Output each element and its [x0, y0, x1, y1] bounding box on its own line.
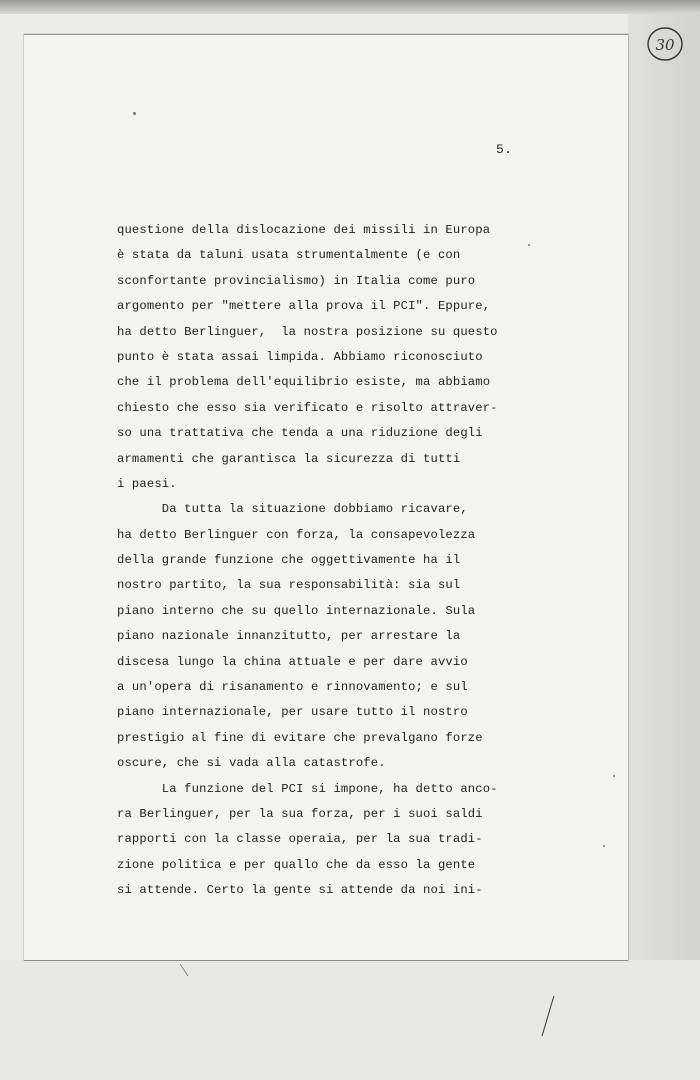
bottom-rule — [24, 960, 628, 961]
text-line: piano interno che su quello internazionale. Sula — [117, 603, 476, 618]
scan-speck — [133, 112, 136, 115]
text-line: piano internazionale, per usare tutto il nostro — [117, 705, 468, 720]
document-body — [117, 218, 557, 904]
top-rule — [24, 34, 628, 35]
text-line: ra Berlinguer, per la sua forza, per i suoi saldi — [117, 806, 483, 821]
text-line: Da tutta la situazione dobbiamo ricavare, — [117, 502, 468, 517]
scan-speck — [528, 244, 530, 246]
text-line: ha detto Berlinguer, la nostra posizione su questo — [117, 324, 498, 339]
text-line: zione politica e per quallo che da esso la gente — [117, 857, 476, 872]
stamp-number: 30 — [655, 36, 675, 54]
scan-bottom-area — [0, 960, 700, 1080]
text-line: i paesi. — [117, 476, 177, 491]
text-line: piano nazionale innanzitutto, per arrestare la — [117, 629, 461, 644]
text-line: chiesto che esso sia verificato e risolto attraver- — [117, 400, 498, 415]
text-line: argomento per "mettere alla prova il PCI". Eppure, — [117, 299, 491, 314]
text-line: della grande funzione che oggettivamente ha il — [117, 553, 461, 568]
text-line: è stata da taluni usata strumentalmente (e con — [117, 248, 461, 263]
text-line: si attende. Certo la gente si attende da noi ini- — [117, 883, 483, 898]
text-line: La funzione del PCI si impone, ha detto anco- — [117, 781, 498, 796]
text-line: questione della dislocazione dei missili in Europa — [117, 223, 491, 237]
text-line: punto è stata assai limpida. Abbiamo riconosciuto — [117, 349, 483, 364]
text-line: sconfortante provincialismo) in Italia come puro — [117, 273, 476, 288]
scan-speck — [613, 775, 615, 777]
text-line: armamenti che garantisca la sicurezza di tutti — [117, 451, 461, 466]
text-line: oscure, che si vada alla catastrofe. — [117, 756, 386, 771]
text-line: ha detto Berlinguer con forza, la consapevolezza — [117, 527, 476, 542]
page-number: 5. — [496, 142, 513, 157]
scan-right-margin — [628, 14, 700, 1080]
scan-top-edge — [0, 0, 700, 14]
text-line: so una trattativa che tenda a una riduzione degli — [117, 426, 483, 441]
text-line: nostro partito, la sua responsabilità: sia sul — [117, 578, 461, 593]
scan-speck — [603, 845, 605, 847]
text-line: rapporti con la classe operaia, per la sua tradi- — [117, 832, 483, 847]
pen-mark — [538, 994, 560, 1040]
text-line: che il problema dell'equilibrio esiste, ma abbiamo — [117, 375, 491, 390]
right-rule — [628, 34, 629, 960]
handwritten-page-stamp — [645, 24, 685, 64]
text-line: discesa lungo la china attuale e per dare avvio — [117, 654, 468, 669]
scan-scratch — [178, 962, 198, 982]
text-line: prestigio al fine di evitare che prevalgano forze — [117, 730, 483, 745]
text-line: a un'opera di risanamento e rinnovamento; e sul — [117, 680, 468, 695]
